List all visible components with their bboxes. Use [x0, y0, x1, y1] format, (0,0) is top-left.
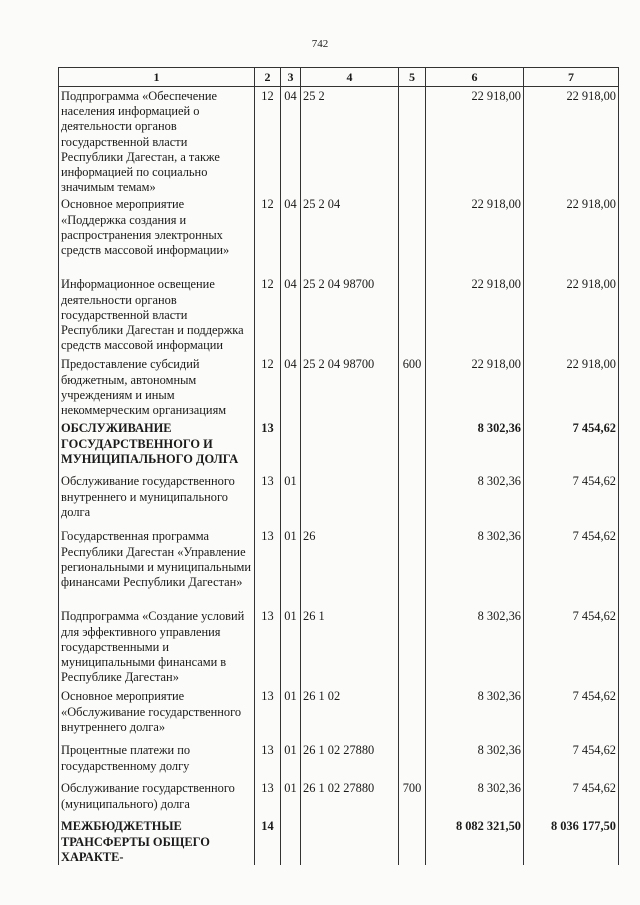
row-subsection: 01 — [281, 779, 301, 817]
header-col-1: 1 — [59, 68, 255, 87]
row-target-item: 25 2 04 98700 — [301, 275, 399, 355]
row-name: Государственная программа Республики Дагестан «Управление региональными и муниципальными финансами Республики Дагестан» — [59, 527, 255, 607]
row-target-item: 26 1 02 27880 — [301, 779, 399, 817]
row-expense-type — [399, 275, 426, 355]
row-subsection — [281, 419, 301, 472]
table-row — [59, 275, 619, 355]
row-expense-type — [399, 687, 426, 741]
row-subsection: 04 — [281, 275, 301, 355]
row-amount-year-2: 22 918,00 — [524, 195, 619, 275]
row-amount-year-2: 22 918,00 — [524, 87, 619, 196]
row-section: 13 — [255, 779, 281, 817]
table-row — [59, 195, 619, 275]
header-col-7: 7 — [524, 68, 619, 87]
row-target-item: 25 2 04 98700 — [301, 355, 399, 419]
header-col-2: 2 — [255, 68, 281, 87]
row-section: 12 — [255, 275, 281, 355]
row-amount-year-1: 8 302,36 — [426, 472, 524, 527]
row-amount-year-1: 22 918,00 — [426, 275, 524, 355]
row-expense-type — [399, 741, 426, 779]
row-amount-year-2: 7 454,62 — [524, 472, 619, 527]
row-expense-type — [399, 195, 426, 275]
row-name: ОБСЛУЖИВАНИЕ ГОСУДАРСТВЕННОГО И МУНИЦИПАЛЬНОГО ДОЛГА — [59, 419, 255, 472]
row-amount-year-2: 22 918,00 — [524, 275, 619, 355]
row-amount-year-1: 8 302,36 — [426, 779, 524, 817]
table-row — [59, 355, 619, 419]
row-target-item: 25 2 04 — [301, 195, 399, 275]
row-expense-type — [399, 419, 426, 472]
row-amount-year-2: 7 454,62 — [524, 419, 619, 472]
row-section: 12 — [255, 355, 281, 419]
row-amount-year-1: 8 302,36 — [426, 607, 524, 687]
row-section: 12 — [255, 87, 281, 196]
row-name: Информационное освещение деятельности органов государственной власти Республики Дагестан и поддержка средств массовой информации — [59, 275, 255, 355]
row-target-item: 26 1 — [301, 607, 399, 687]
row-subsection: 04 — [281, 87, 301, 196]
row-target-item: 26 1 02 27880 — [301, 741, 399, 779]
row-amount-year-2: 22 918,00 — [524, 355, 619, 419]
table-row — [59, 741, 619, 779]
row-amount-year-2: 7 454,62 — [524, 779, 619, 817]
row-amount-year-1: 8 302,36 — [426, 419, 524, 472]
table-body — [59, 87, 619, 866]
header-row — [59, 68, 619, 87]
row-target-item — [301, 472, 399, 527]
row-subsection: 04 — [281, 355, 301, 419]
row-expense-type — [399, 607, 426, 687]
row-section: 14 — [255, 817, 281, 865]
row-amount-year-2: 8 036 177,50 — [524, 817, 619, 865]
row-target-item — [301, 817, 399, 865]
row-expense-type: 700 — [399, 779, 426, 817]
row-subsection: 01 — [281, 607, 301, 687]
row-amount-year-1: 8 302,36 — [426, 527, 524, 607]
budget-table — [58, 67, 619, 865]
header-col-5: 5 — [399, 68, 426, 87]
row-section: 13 — [255, 607, 281, 687]
header-col-4: 4 — [301, 68, 399, 87]
row-section: 13 — [255, 741, 281, 779]
table-row — [59, 607, 619, 687]
row-amount-year-1: 22 918,00 — [426, 195, 524, 275]
row-target-item: 26 1 02 — [301, 687, 399, 741]
row-amount-year-2: 7 454,62 — [524, 607, 619, 687]
row-amount-year-2: 7 454,62 — [524, 527, 619, 607]
row-name: Процентные платежи по государственному долгу — [59, 741, 255, 779]
row-section: 13 — [255, 419, 281, 472]
row-target-item: 25 2 — [301, 87, 399, 196]
table-row — [59, 779, 619, 817]
row-name: Подпрограмма «Обеспечение населения информацией о деятельности органов государственной власти Республики Дагестан, а также информацией по социально значимым темам» — [59, 87, 255, 196]
row-name: Основное мероприятие «Поддержка создания и распространения электронных средств массовой информации» — [59, 195, 255, 275]
row-subsection: 01 — [281, 472, 301, 527]
row-amount-year-2: 7 454,62 — [524, 687, 619, 741]
row-subsection: 01 — [281, 687, 301, 741]
header-col-6: 6 — [426, 68, 524, 87]
row-subsection: 01 — [281, 741, 301, 779]
table-row — [59, 817, 619, 865]
row-section: 13 — [255, 527, 281, 607]
row-expense-type — [399, 87, 426, 196]
row-section: 12 — [255, 195, 281, 275]
table-row — [59, 87, 619, 196]
row-amount-year-1: 8 082 321,50 — [426, 817, 524, 865]
row-amount-year-1: 22 918,00 — [426, 355, 524, 419]
row-name: Обслуживание государственного (муниципального) долга — [59, 779, 255, 817]
row-name: Предоставление субсидий бюджетным, автономным учреждениям и иным некоммерческим организациям — [59, 355, 255, 419]
row-section: 13 — [255, 472, 281, 527]
row-expense-type: 600 — [399, 355, 426, 419]
row-expense-type — [399, 817, 426, 865]
row-amount-year-2: 7 454,62 — [524, 741, 619, 779]
table-row — [59, 472, 619, 527]
row-subsection: 04 — [281, 195, 301, 275]
row-amount-year-1: 8 302,36 — [426, 687, 524, 741]
table-row — [59, 687, 619, 741]
row-amount-year-1: 22 918,00 — [426, 87, 524, 196]
table-row — [59, 419, 619, 472]
header-col-3: 3 — [281, 68, 301, 87]
row-target-item — [301, 419, 399, 472]
row-name: Основное мероприятие «Обслуживание государственного внутреннего долга» — [59, 687, 255, 741]
row-name: МЕЖБЮДЖЕТНЫЕ ТРАНСФЕРТЫ ОБЩЕГО ХАРАКТЕ- — [59, 817, 255, 865]
row-name: Подпрограмма «Создание условий для эффективного управления государственными и муниципальными финансами в Республике Дагестан» — [59, 607, 255, 687]
table-row — [59, 527, 619, 607]
row-subsection — [281, 817, 301, 865]
row-expense-type — [399, 527, 426, 607]
row-expense-type — [399, 472, 426, 527]
page-number: 742 — [311, 38, 329, 50]
row-name: Обслуживание государственного внутреннего и муниципального долга — [59, 472, 255, 527]
row-subsection: 01 — [281, 527, 301, 607]
row-target-item: 26 — [301, 527, 399, 607]
row-section: 13 — [255, 687, 281, 741]
row-amount-year-1: 8 302,36 — [426, 741, 524, 779]
